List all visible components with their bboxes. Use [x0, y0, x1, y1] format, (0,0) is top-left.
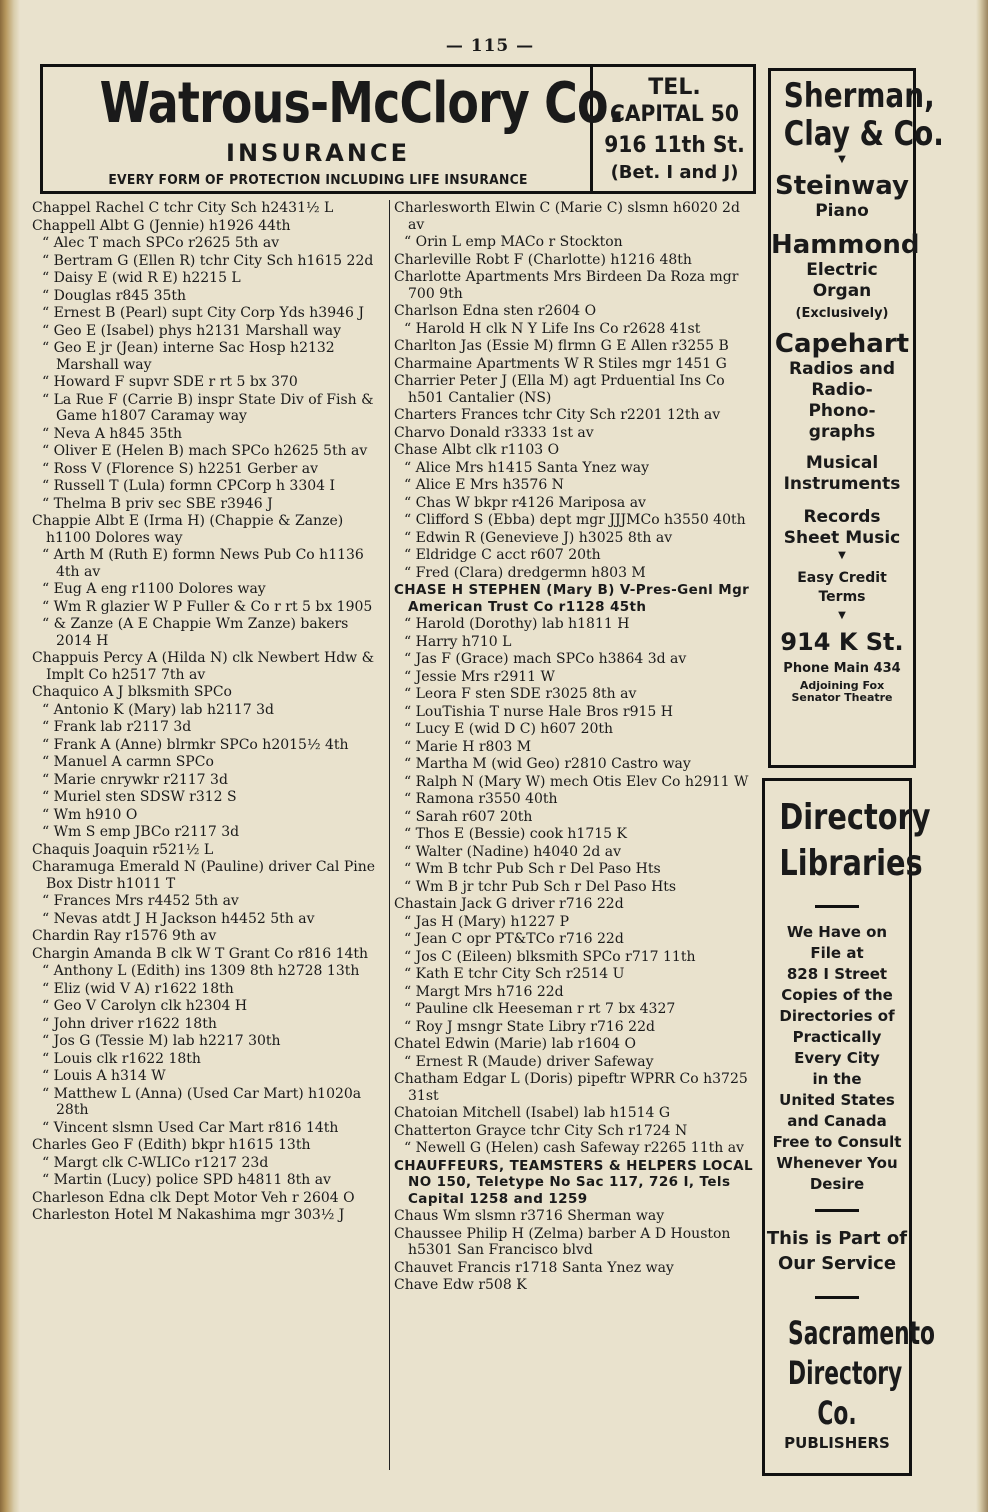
listing-sub-entry: “ Martin (Lucy) police SPD h4811 8th av [32, 1172, 386, 1189]
listing-entry: Charleston Hotel M Nakashima mgr 303½ J [32, 1207, 345, 1223]
publisher-name-2: Directory [788, 1354, 903, 1392]
part-of-service-1: This is Part of [766, 1228, 908, 1249]
listing-entry: Charters Frances tchr City Sch r2201 12th av [394, 407, 721, 423]
listing-sub-entry: “ Orin L emp MACo r Stockton [394, 234, 758, 251]
listing-sub-entry: “ Alice Mrs h1415 Santa Ynez way [394, 460, 758, 477]
listing-sub-entry: “ Daisy E (wid R E) h2215 L [32, 270, 386, 287]
listing-entry: Charvo Donald r3333 1st av [394, 424, 594, 441]
listing-entry: Charlotte Apartments Mrs Birdeen Da Roza mgr 700 9th [394, 269, 739, 302]
listing-entry: Chaquico A J blksmith SPCo [32, 684, 232, 700]
dir-text-7: Every City [794, 1049, 880, 1067]
directory-libraries-ad [762, 778, 935, 1476]
listing-sub-entry: “ Fred (Clara) dredgermn h803 M [394, 565, 758, 582]
listing-sub-entry: “ Wm B tchr Pub Sch r Del Paso Hts [394, 861, 758, 878]
listing-sub-entry: “ Thos E (Bessie) cook h1715 K [394, 826, 758, 843]
dir-text-12: Whenever You [776, 1154, 898, 1172]
listing-entry: Chatterton Grayce tchr City Sch r1724 N [394, 1122, 688, 1139]
sherman-name-2: Clay & Co. [783, 114, 944, 154]
listing-sub-entry: “ Marie H r803 M [394, 739, 758, 756]
listing-sub-entry: “ Manuel A carmn SPCo [32, 754, 386, 771]
adjoining-line-1: Adjoining Fox [799, 679, 885, 692]
ad-phone: CAPITAL 50 [610, 102, 739, 127]
listing-entry: Chappuis Percy A (Hilda N) clk Newbert Hdw & Implt Co h2517 7th av [32, 650, 375, 683]
sherman-name-1: Sherman, [783, 76, 935, 116]
listing-sub-entry: “ Frances Mrs r4452 5th av [32, 893, 386, 910]
listing-sub-entry: “ Wm S emp JBCo r2117 3d [32, 824, 386, 841]
dir-text-3: 828 I Street [786, 965, 888, 983]
listing-entry: Charles Geo F (Edith) bkpr h1615 13th [32, 1137, 311, 1153]
listing-sub-entry: “ Edwin R (Genevieve J) h3025 8th av [394, 530, 758, 547]
listing-sub-entry: “ & Zanze (A E Chappie Wm Zanze) bakers 2014 H [32, 616, 386, 649]
listing-sub-entry: “ Antonio K (Mary) lab h2117 3d [32, 702, 386, 719]
listing-entry: Charlson Edna sten r2604 O [394, 303, 597, 319]
publisher-name-3: Co. [817, 1394, 857, 1432]
sherman-clay-ad [768, 68, 944, 768]
dir-text-13: Desire [809, 1175, 865, 1193]
listing-sub-entry: “ Roy J msngr State Libry r716 22d [394, 1019, 758, 1036]
listing-entry: Chastain Jack G driver r716 22d [394, 896, 624, 912]
listing-sub-entry: “ Ralph N (Mary W) mech Otis Elev Co h2911 W [394, 774, 758, 791]
listing-sub-entry: “ Alec T mach SPCo r2625 5th av [32, 235, 386, 252]
listing-sub-entry: “ Douglas r845 35th [32, 288, 386, 305]
credit-line-1: Easy Credit [797, 570, 887, 586]
page-edge-right [976, 0, 988, 1512]
listing-sub-entry: “ Margt clk C-WLICo r1217 23d [32, 1155, 386, 1172]
listing-entry: Chaquis Joaquin r521½ L [32, 841, 214, 858]
ad-tel: TEL. [648, 75, 701, 100]
listing-sub-entry: “ Chas W bkpr r4126 Mariposa av [394, 495, 758, 512]
listing-entry: Charleville Robt F (Charlotte) h1216 48th [394, 251, 692, 268]
listing-sub-entry: “ La Rue F (Carrie B) inspr State Div of Fish & Game h1807 Caramay way [32, 392, 386, 425]
arrow-icon: ▼ [838, 154, 846, 165]
radios-line-4: graphs [808, 422, 876, 442]
musical-line-2: Instruments [783, 474, 901, 494]
listing-sub-entry: “ Russell T (Lula) formn CPCorp h 3304 I [32, 478, 386, 495]
listing-sub-entry: “ Geo E (Isabel) phys h2131 Marshall way [32, 323, 386, 340]
dir-text-4: Copies of the [781, 986, 893, 1004]
adjoining-line-2: Senator Theatre [791, 691, 893, 704]
listing-entry: Charmaine Apartments W R Stiles mgr 1451 G [394, 355, 727, 372]
listing-sub-entry: “ LouTishia T nurse Hale Bros r915 H [394, 704, 758, 721]
dir-text-6: Practically [792, 1028, 882, 1046]
listing-entry: Chappel Rachel C tchr City Sch h2431½ L [32, 200, 334, 216]
listing-sub-entry: “ Arth M (Ruth E) formn News Pub Co h1136 4th av [32, 547, 386, 580]
listing-sub-entry: “ Lucy E (wid D C) h607 20th [394, 721, 758, 738]
listing-sub-entry: “ Ross V (Florence S) h2251 Gerber av [32, 461, 386, 478]
listing-sub-entry: “ Pauline clk Heeseman r rt 7 bx 4327 [394, 1001, 758, 1018]
watrous-mcclory-ad [40, 64, 756, 194]
dir-text-11: Free to Consult [772, 1133, 902, 1151]
listing-sub-entry: “ Louis clk r1622 18th [32, 1051, 386, 1068]
listing-sub-entry: “ Margt Mrs h716 22d [394, 984, 758, 1001]
listing-column-middle [394, 200, 758, 1295]
sherman-phone: Phone Main 434 [783, 661, 901, 676]
listing-sub-entry: “ Eliz (wid V A) r1622 18th [32, 981, 386, 998]
listing-column-left [32, 200, 386, 1225]
listing-entry: Charrier Peter J (Ella M) agt Prduential Ins Co h501 Cantalier (NS) [394, 373, 725, 406]
listing-sub-entry: “ Harold H clk N Y Life Ins Co r2628 41st [394, 321, 758, 338]
listing-sub-entry: “ Kath E tchr City Sch r2514 U [394, 966, 758, 983]
listing-sub-entry: “ Jas F (Grace) mach SPCo h3864 3d av [394, 651, 758, 668]
listing-sub-entry: “ Jos C (Eileen) blksmith SPCo r717 11th [394, 949, 758, 966]
listing-entry: Charleson Edna clk Dept Motor Veh r 2604 O [32, 1189, 355, 1206]
divider-rule [815, 1296, 859, 1299]
sheet-music-label: Sheet Music [783, 528, 901, 548]
page-number: — 115 — [445, 36, 535, 56]
listing-entry: Charlton Jas (Essie M) flrmn G E Allen r3255 B [394, 338, 729, 354]
ad-address: 916 11th St. [604, 133, 745, 158]
listing-sub-entry: “ Harry h710 L [394, 634, 758, 651]
listing-sub-entry: “ Wm h910 O [32, 807, 386, 824]
dir-text-9: United States [779, 1091, 895, 1109]
listing-sub-entry: “ Ernest B (Pearl) supt City Corp Yds h3946 J [32, 305, 386, 322]
page-edge-left [0, 0, 20, 1512]
dir-text-10: and Canada [787, 1112, 887, 1130]
listing-entry: Chatoian Mitchell (Isabel) lab h1514 G [394, 1105, 671, 1121]
listing-sub-entry: “ Sarah r607 20th [394, 809, 758, 826]
listing-sub-entry: “ Geo E jr (Jean) interne Sac Hosp h2132 Marshall way [32, 340, 386, 373]
listing-sub-entry: “ Muriel sten SDSW r312 S [32, 789, 386, 806]
radios-line-3: Phono- [808, 401, 876, 421]
listing-sub-entry: “ Frank lab r2117 3d [32, 719, 386, 736]
listing-sub-entry: “ Louis A h314 W [32, 1068, 386, 1085]
ad-company-name: Watrous-McClory Co. [99, 71, 625, 136]
arrow-icon: ▼ [838, 610, 846, 621]
dir-text-5: Directories of [779, 1007, 895, 1025]
radios-line-1: Radios and [788, 359, 896, 379]
listing-sub-entry: “ Eldridge C acct r607 20th [394, 547, 758, 564]
ad-subtitle: INSURANCE [226, 139, 410, 167]
listing-sub-entry: “ Martha M (wid Geo) r2810 Castro way [394, 756, 758, 773]
divider-rule [815, 905, 859, 908]
listing-entry: Chauvet Francis r1718 Santa Ynez way [394, 1259, 674, 1276]
ad-between: (Bet. I and J) [610, 162, 739, 183]
electric-label: Electric [806, 260, 878, 280]
ad-contact-panel [596, 67, 753, 191]
listing-sub-entry: “ Walter (Nadine) h4040 2d av [394, 844, 758, 861]
dir-text-1: We Have on [786, 923, 888, 941]
listing-sub-entry: “ Ernest R (Maude) driver Safeway [394, 1054, 758, 1071]
column-divider [389, 200, 390, 1470]
publishers-label: PUBLISHERS [784, 1434, 890, 1452]
listing-sub-entry: “ Wm B jr tchr Pub Sch r Del Paso Hts [394, 879, 758, 896]
listing-entry: CHAUFFEURS, TEAMSTERS & HELPERS LOCAL NO 150, Teletype No Sac 117, 726 I, Tels Capital 1258 and 1259 [394, 1157, 753, 1207]
listing-entry: Chaussee Philip H (Zelma) barber A D Houston h5301 San Francisco blvd [394, 1225, 731, 1258]
listing-sub-entry: “ Alice E Mrs h3576 N [394, 477, 758, 494]
listing-entry: Chatel Edwin (Marie) lab r1604 O [394, 1036, 637, 1052]
listing-entry: CHASE H STEPHEN (Mary B) V-Pres-Genl Mgr American Trust Co r1128 45th [394, 582, 750, 615]
ad-left-panel [43, 67, 625, 191]
listing-sub-entry: “ Anthony L (Edith) ins 1309 8th h2728 13th [32, 963, 386, 980]
listing-sub-entry: “ John driver r1622 18th [32, 1016, 386, 1033]
dir-text-8: in the [812, 1070, 862, 1088]
credit-line-2: Terms [818, 589, 866, 605]
listing-sub-entry: “ Harold (Dorothy) lab h1811 H [394, 616, 758, 633]
listing-sub-entry: “ Leora F sten SDE r3025 8th av [394, 686, 758, 703]
listing-entry: Chardin Ray r1576 9th av [32, 928, 217, 944]
listing-sub-entry: “ Thelma B priv sec SBE r3946 J [32, 496, 386, 513]
listing-entry: Chave Edw r508 K [394, 1277, 527, 1293]
listing-sub-entry: “ Clifford S (Ebba) dept mgr JJJMCo h3550 40th [394, 512, 758, 529]
piano-label: Piano [815, 201, 869, 221]
listing-sub-entry: “ Bertram G (Ellen R) tchr City Sch h1615 22d [32, 253, 386, 270]
listing-entry: Chappell Albt G (Jennie) h1926 44th [32, 217, 291, 234]
listing-sub-entry: “ Oliver E (Helen B) mach SPCo h2625 5th av [32, 443, 386, 460]
exclusively-label: (Exclusively) [795, 306, 889, 321]
listing-sub-entry: “ Geo V Carolyn clk h2304 H [32, 998, 386, 1015]
listing-sub-entry: “ Wm R glazier W P Fuller & Co r rt 5 bx 1905 [32, 599, 386, 616]
divider-rule [815, 1209, 859, 1212]
listing-entry: Chatham Edgar L (Doris) pipeftr WPRR Co h3725 31st [394, 1071, 748, 1104]
records-label: Records [803, 507, 881, 527]
capehart-label: Capehart [774, 329, 910, 359]
listing-sub-entry: “ Frank A (Anne) blrmkr SPCo h2015½ 4th [32, 737, 386, 754]
listing-sub-entry: “ Marie cnrywkr r2117 3d [32, 772, 386, 789]
listing-sub-entry: “ Matthew L (Anna) (Used Car Mart) h1020a 28th [32, 1086, 386, 1119]
listing-entry: Chargin Amanda B clk W T Grant Co r816 14th [32, 945, 369, 962]
hammond-label: Hammond [771, 230, 920, 260]
listing-sub-entry: “ Jean C opr PT&TCo r716 22d [394, 931, 758, 948]
listing-entry: Chase Albt clk r1103 O [394, 442, 560, 458]
listing-entry: Chaus Wm slsmn r3716 Sherman way [394, 1208, 665, 1224]
radios-line-2: Radio- [811, 380, 873, 400]
listing-sub-entry: “ Neva A h845 35th [32, 426, 386, 443]
listing-sub-entry: “ Jos G (Tessie M) lab h2217 30th [32, 1033, 386, 1050]
listing-entry: Chappie Albt E (Irma H) (Chappie & Zanze) h1100 Dolores way [32, 513, 344, 546]
ad-tagline: EVERY FORM OF PROTECTION INCLUDING LIFE INSURANCE [108, 173, 528, 188]
listing-entry: Charlesworth Elwin C (Marie C) slsmn h6020 2d av [394, 200, 740, 233]
listing-sub-entry: “ Eug A eng r1100 Dolores way [32, 581, 386, 598]
listing-sub-entry: “ Nevas atdt J H Jackson h4452 5th av [32, 911, 386, 928]
organ-label: Organ [812, 281, 872, 301]
listing-sub-entry: “ Howard F supvr SDE r rt 5 bx 370 [32, 374, 386, 391]
steinway-label: Steinway [775, 171, 909, 201]
listing-sub-entry: “ Ramona r3550 40th [394, 791, 758, 808]
publisher-name-1: Sacramento [788, 1314, 935, 1352]
listing-entry: Charamuga Emerald N (Pauline) driver Cal Pine Box Distr h1011 T [32, 859, 376, 892]
arrow-icon: ▼ [838, 550, 846, 561]
dir-title-1: Directory [779, 797, 931, 838]
listing-sub-entry: “ Newell G (Helen) cash Safeway r2265 11th av [394, 1140, 758, 1157]
sherman-address: 914 K St. [780, 628, 904, 656]
dir-text-2: File at [810, 944, 864, 962]
dir-title-2: Libraries [779, 843, 923, 884]
listing-sub-entry: “ Jas H (Mary) h1227 P [394, 914, 758, 931]
listing-sub-entry: “ Jessie Mrs r2911 W [394, 669, 758, 686]
listing-sub-entry: “ Vincent slsmn Used Car Mart r816 14th [32, 1120, 386, 1137]
musical-line-1: Musical [805, 453, 879, 473]
part-of-service-2: Our Service [777, 1253, 897, 1274]
